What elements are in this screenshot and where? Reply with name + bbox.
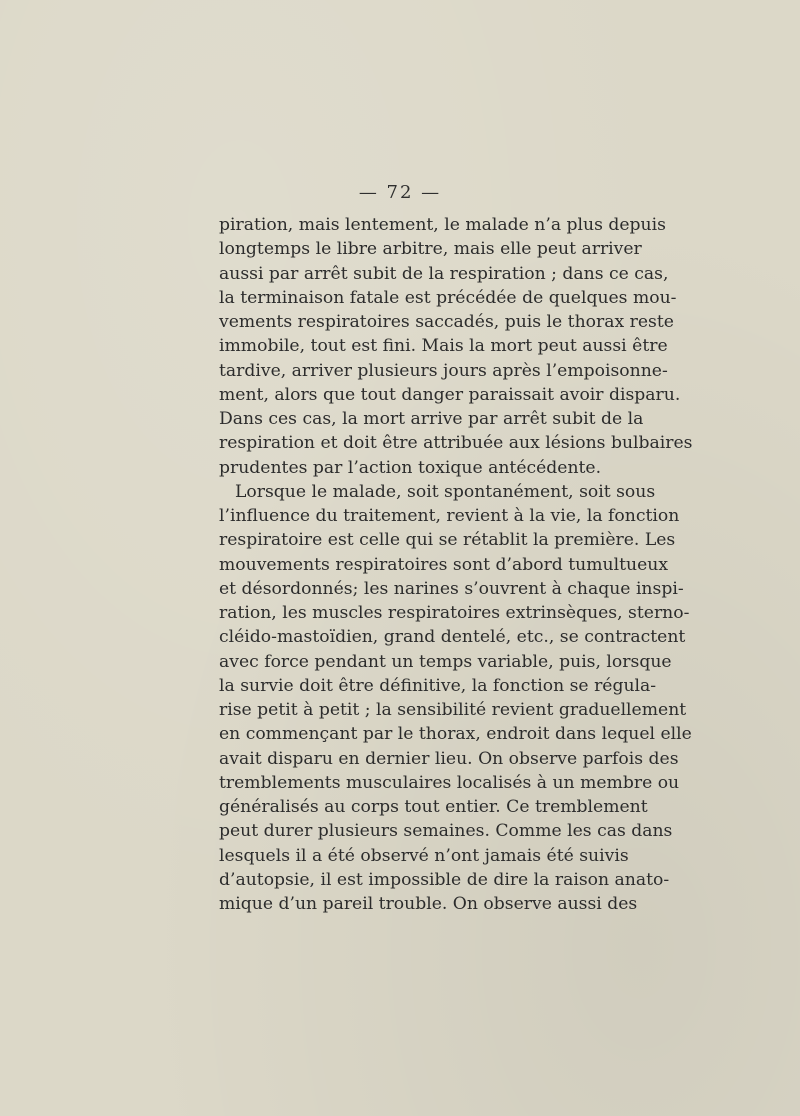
text-line: la survie doit être définitive, la fonction se régula-: [219, 675, 657, 696]
text-line: aussi par arrêt subit de la respiration ; dans ce cas,: [219, 263, 669, 284]
text-line: mique d’un pareil trouble. On observe aussi des: [219, 894, 638, 914]
text-line: immobile, tout est fini. Mais la mort peut aussi être: [219, 336, 668, 357]
text-line: généralisés au corps tout entier. Ce tremblement: [219, 797, 648, 817]
text-line: Dans ces cas, la mort arrive par arrêt subit de la: [219, 409, 644, 429]
text-line: respiration et doit être attribuée aux lésions bulbaires: [219, 433, 693, 454]
text-line: ration, les muscles respiratoires extrinsèques, sterno-: [219, 603, 690, 623]
text-line: prudentes par l’action toxique antécédente.: [219, 457, 602, 478]
text-line: mouvements respiratoires sont d’abord tumultueux: [219, 554, 669, 575]
text-line: la terminaison fatale est précédée de quelques mou-: [219, 287, 677, 308]
text-line: rise petit à petit ; la sensibilité revient graduellement: [219, 700, 687, 720]
text-line: piration, mais lentement, le malade n’a plus depuis: [219, 215, 666, 235]
text-line: avec force pendant un temps variable, puis, lorsque: [219, 651, 672, 672]
paragraph-2: [219, 480, 692, 917]
text-line: en commençant par le thorax, endroit dans lequel elle: [219, 724, 692, 745]
text-line: vements respiratoires saccadés, puis le thorax reste: [219, 312, 674, 332]
text-line: ment, alors que tout danger paraissait avoir disparu.: [219, 384, 681, 405]
text-line: respiratoire est celle qui se rétablit la première. Les: [219, 530, 676, 551]
text-line: cléido-mastoïdien, grand dentelé, etc., se contractent: [219, 627, 686, 648]
text-line: tremblements musculaires localisés à un membre ou: [219, 772, 680, 793]
text-line: Lorsque le malade, soit spontanément, soit sous: [235, 481, 656, 502]
text-line: d’autopsie, il est impossible de dire la raison anato-: [219, 869, 670, 890]
text-line: peut durer plusieurs semaines. Comme les cas dans: [219, 821, 673, 842]
paragraph-1: [219, 213, 693, 480]
text-line: tardive, arriver plusieurs jours après l’empoisonne-: [219, 360, 668, 381]
page-number: — 72 —: [358, 182, 442, 203]
text-line: l’influence du traitement, revient à la vie, la fonction: [219, 506, 680, 526]
text-line: et désordonnés; les narines s’ouvrent à chaque inspi-: [219, 578, 684, 599]
text-line: longtemps le libre arbitre, mais elle peut arriver: [219, 239, 642, 260]
text-line: lesquels il a été observé n’ont jamais été suivis: [219, 845, 629, 866]
text-line: avait disparu en dernier lieu. On observe parfois des: [219, 748, 679, 769]
body-text: [219, 213, 693, 916]
